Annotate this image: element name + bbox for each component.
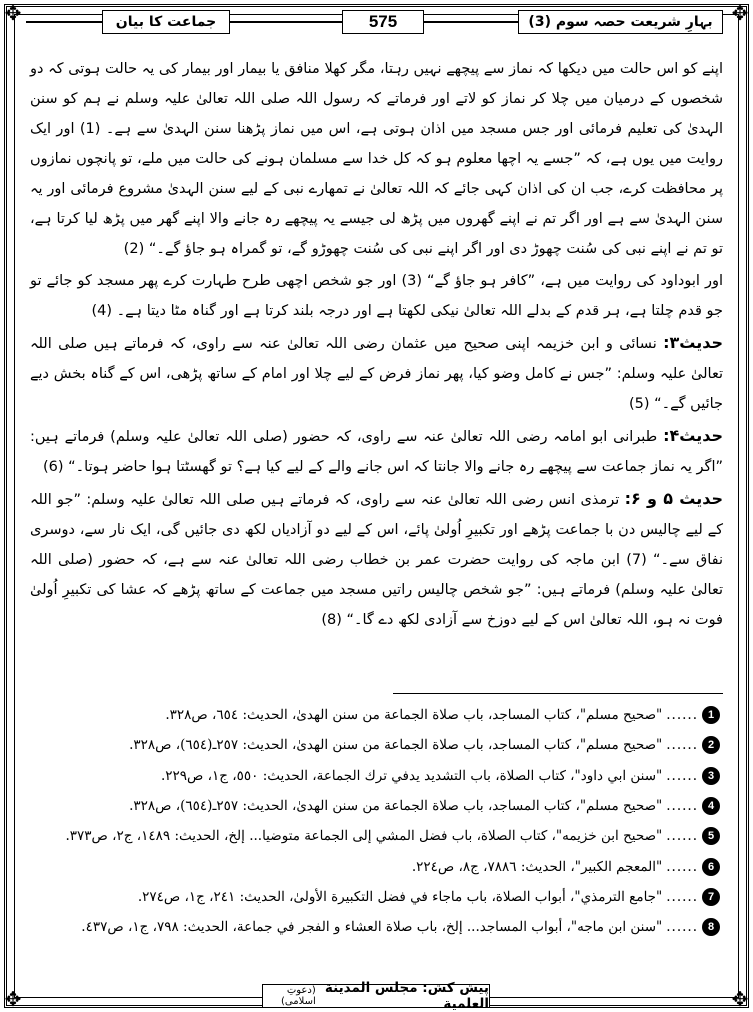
footnote-number: 1: [702, 706, 720, 724]
footnote-text: "صحیح مسلم"، كتاب المساجد، باب صلاة الجماعة من سنن الهدیٰ، الحدیث: ٢٥٧ـ(٦٥٤)، ص٣٢٨.: [129, 737, 663, 754]
footnote-text: "المعجم الكبير"، الحديث: ٧٨٨٦، ج٨، ص٢٢٤.: [411, 858, 663, 875]
footnote: 5 ...... "صحيح ابن خزيمه"، كتاب الصلاة، باب فضل المشي إلى الجماعة متوضيا... إلخ، الحديث: ١٤٨٩، ج٢، ص٣٧٣.: [30, 821, 720, 851]
chapter-title: جماعت کا بیان: [102, 10, 230, 34]
footnote-number: 3: [702, 767, 720, 785]
hadith-heading: حدیث ۵ و ۶:: [624, 489, 724, 508]
hadith-block: [30, 421, 723, 482]
footnote-number: 6: [702, 858, 720, 876]
hadith-heading: حدیث۳:: [663, 333, 723, 352]
hadith-text: طبرانی ابو امامہ رضی اللہ تعالیٰ عنہ سے راوی، کہ حضور (صلی اللہ تعالیٰ علیہ وسلم) فرماتے ہیں: ”اگر یہ نماز جماعت سے پیچھے رہ جانے والا جانتا کہ اس جانے والے کے لیے کیا ہے؟ تو گھسٹتا ہوا حاضر ہوتا۔“ (6): [30, 429, 723, 475]
footnote-text: "صحيح ابن خزيمه"، كتاب الصلاة، باب فضل المشي إلى الجماعة متوضيا... إلخ، الحديث: ١٤٨٩، ج٢، ص٣٧٣.: [65, 828, 663, 845]
corner-ornament-icon: ✥: [4, 1, 22, 25]
footnote: 2 ...... "صحیح مسلم"، كتاب المساجد، باب صلاة الجماعة من سنن الهدیٰ، الحدیث: ٢٥٧ـ(٦٥٤)، ص٣٢٨.: [30, 730, 720, 760]
page-header: [26, 10, 727, 36]
hadith-text: نسائی و ابن خزیمہ اپنی صحیح میں عثمان رضی اللہ تعالیٰ عنہ سے راوی، کہ فرماتے ہیں صلی اللہ تعالیٰ علیہ وسلم: ”جس نے کامل وضو کیا، پھر نماز فرض کے لیے چلا اور امام کے ساتھ پڑھی، اس کے گناہ بخش دیے جائیں گے۔“ (5): [30, 336, 723, 412]
hadith-text: ترمذی انس رضی اللہ تعالیٰ عنہ سے راوی، کہ فرماتے ہیں صلی اللہ تعالیٰ علیہ وسلم: ”جو اللہ کے لیے چالیس دن با جماعت پڑھے اور تکبیرِ اُولیٰ پائے، اس کے لیے دو آزادیاں لکھ دی جائیں گی، ایک نار سے، دوسری نفاق سے۔“ (7) ابن ماجہ کی روایت حضرت عمر بن خطاب رضی اللہ تعالیٰ عنہ سے ہے، کہ حضور (صلی اللہ تعالیٰ علیہ وسلم) فرماتے ہیں: ”جو شخص چالیس راتیں مسجد میں جماعت کے ساتھ پڑھے کہ عشا کی تکبیرِ اُولیٰ فوت نہ ہو، اللہ تعالیٰ اس کے لیے دوزخ سے آزادی لکھ دے گا۔“ (8): [30, 492, 723, 628]
hadith-heading: حدیث۴:: [663, 426, 723, 445]
footnote: 6 ...... "المعجم الكبير"، الحديث: ٧٨٨٦، ج٨، ص٢٢٤.: [30, 851, 720, 881]
publisher-label: پیش کش: مجلس المدينة العلمية: [324, 980, 489, 1012]
footnote: 7 ...... "جامع الترمذي"، أبواب الصلاة، باب ماجاء في فضل التكبيرة الأولىٰ، الحديث: ٢٤١، ج١، ص٢٧٤.: [30, 882, 720, 912]
header-rule: [26, 21, 102, 23]
footnote-text: "جامع الترمذي"، أبواب الصلاة، باب ماجاء في فضل التكبيرة الأولىٰ، الحديث: ٢٤١، ج١، ص٢٧٤.: [137, 888, 663, 905]
page-number: 575: [342, 10, 424, 34]
footnote: 4 ...... "صحیح مسلم"، كتاب المساجد، باب صلاة الجماعة من سنن الهدیٰ، الحدیث: ٢٥٧ـ(٦٥٤)، ص٣٢٨.: [30, 791, 720, 821]
footnote-number: 4: [702, 797, 720, 815]
corner-ornament-icon: ✥: [731, 987, 749, 1011]
footnote-number: 8: [702, 918, 720, 936]
footnote-text: "سنن ابي داود"، كتاب الصلاة، باب التشديد يدفي ترك الجماعة، الحديث: ٥٥٠، ج١، ص٢٢٩.: [160, 767, 663, 784]
header-rule: [424, 21, 518, 23]
corner-ornament-icon: ✥: [731, 1, 749, 25]
paragraph: اپنے کو اس حالت میں دیکھا کہ نماز سے پیچھے نہیں رہتا، مگر کھلا منافق یا بیمار اور بیمار کی یہ حالت ہوتی کہ دو شخصوں کے درمیان میں چلا کر نماز کو لاتے اور فرماتے کہ رسول اللہ صلی اللہ تعالیٰ علیہ وسلم نے ہم کو سنن الہدیٰ کی تعلیم فرمائی اور جس مسجد میں اذان ہوتی ہے، اس میں نماز پڑھنا سنن الہدیٰ سے ہے۔ (1) اور ایک روایت میں یوں ہے، کہ ”جسے یہ اچھا معلوم ہو کہ کل خدا سے مسلمان ہونے کی حالت میں ملے، تو پانچوں نمازوں پر محافظت کرے، جب ان کی اذان کہی جائے کہ اللہ تعالیٰ نے تمھارے نبی کے لیے سنن الہدیٰ مشروع فرمائی اور یہ سنن الہدیٰ سے ہے اور اگر تم نے اپنے گھروں میں پڑھ لی جیسے یہ پیچھے رہ جانے والا اپنے گھر میں پڑھ لیا کرتا ہے، تو تم نے اپنے نبی کی سُنت چھوڑ دی اور اگر اپنے نبی کی سُنت چھوڑو گے، تو گمراہ ہو جاؤ گے۔“ (2): [30, 61, 723, 257]
paragraph: اور ابوداود کی روایت میں ہے، ”کافر ہو جاؤ گے“ (3) اور جو شخص اچھی طرح طہارت کرے پھر مسجد کو جائے تو جو قدم چلتا ہے، ہر قدم کے بدلے اللہ تعالیٰ نیکی لکھتا ہے اور درجہ بلند کرتا ہے اور گناہ مٹا دیتا ہے۔ (4): [30, 273, 723, 319]
corner-ornament-icon: ✥: [4, 987, 22, 1011]
footnote-separator: [393, 693, 723, 694]
footnote-text: "صحیح مسلم"، كتاب المساجد، باب صلاة الجماعة من سنن الهدیٰ، الحدیث: ٦٥٤، ص٣٢٨.: [165, 707, 663, 724]
book-title: بہارِ شریعت حصہ سوم (3): [518, 10, 723, 34]
footnote: 8 ...... "سنن ابن ماجه"، أبواب المساجد... إلخ، باب صلاة العشاء و الفجر في جماعة، الحديث: ٧٩٨، ج١، ص٤٣٧.: [30, 912, 720, 942]
footnote-number: 5: [702, 827, 720, 845]
hadith-block: [30, 328, 723, 419]
footnote-number: 2: [702, 736, 720, 754]
header-rule: [230, 21, 342, 23]
hadith-block: [30, 484, 723, 635]
main-text: [30, 54, 723, 637]
footnote: 1 ...... "صحیح مسلم"، كتاب المساجد، باب صلاة الجماعة من سنن الهدیٰ، الحدیث: ٦٥٤، ص٣٢٨.: [30, 700, 720, 730]
footnote-text: "صحیح مسلم"، كتاب المساجد، باب صلاة الجماعة من سنن الهدیٰ، الحدیث: ٢٥٧ـ(٦٥٤)، ص٣٢٨.: [129, 798, 663, 815]
footnotes: [30, 700, 720, 942]
publisher-sub: (دعوتِ اسلامی): [281, 985, 316, 1007]
footnote: 3 ...... "سنن ابي داود"، كتاب الصلاة، باب التشديد يدفي ترك الجماعة، الحديث: ٥٥٠، ج١، ص٢٢٩.: [30, 761, 720, 791]
page-footer: [262, 980, 490, 1012]
footnote-text: "سنن ابن ماجه"، أبواب المساجد... إلخ، باب صلاة العشاء و الفجر في جماعة، الحديث: ٧٩٨، ج١، ص٤٣٧.: [81, 919, 663, 936]
footnote-number: 7: [702, 888, 720, 906]
